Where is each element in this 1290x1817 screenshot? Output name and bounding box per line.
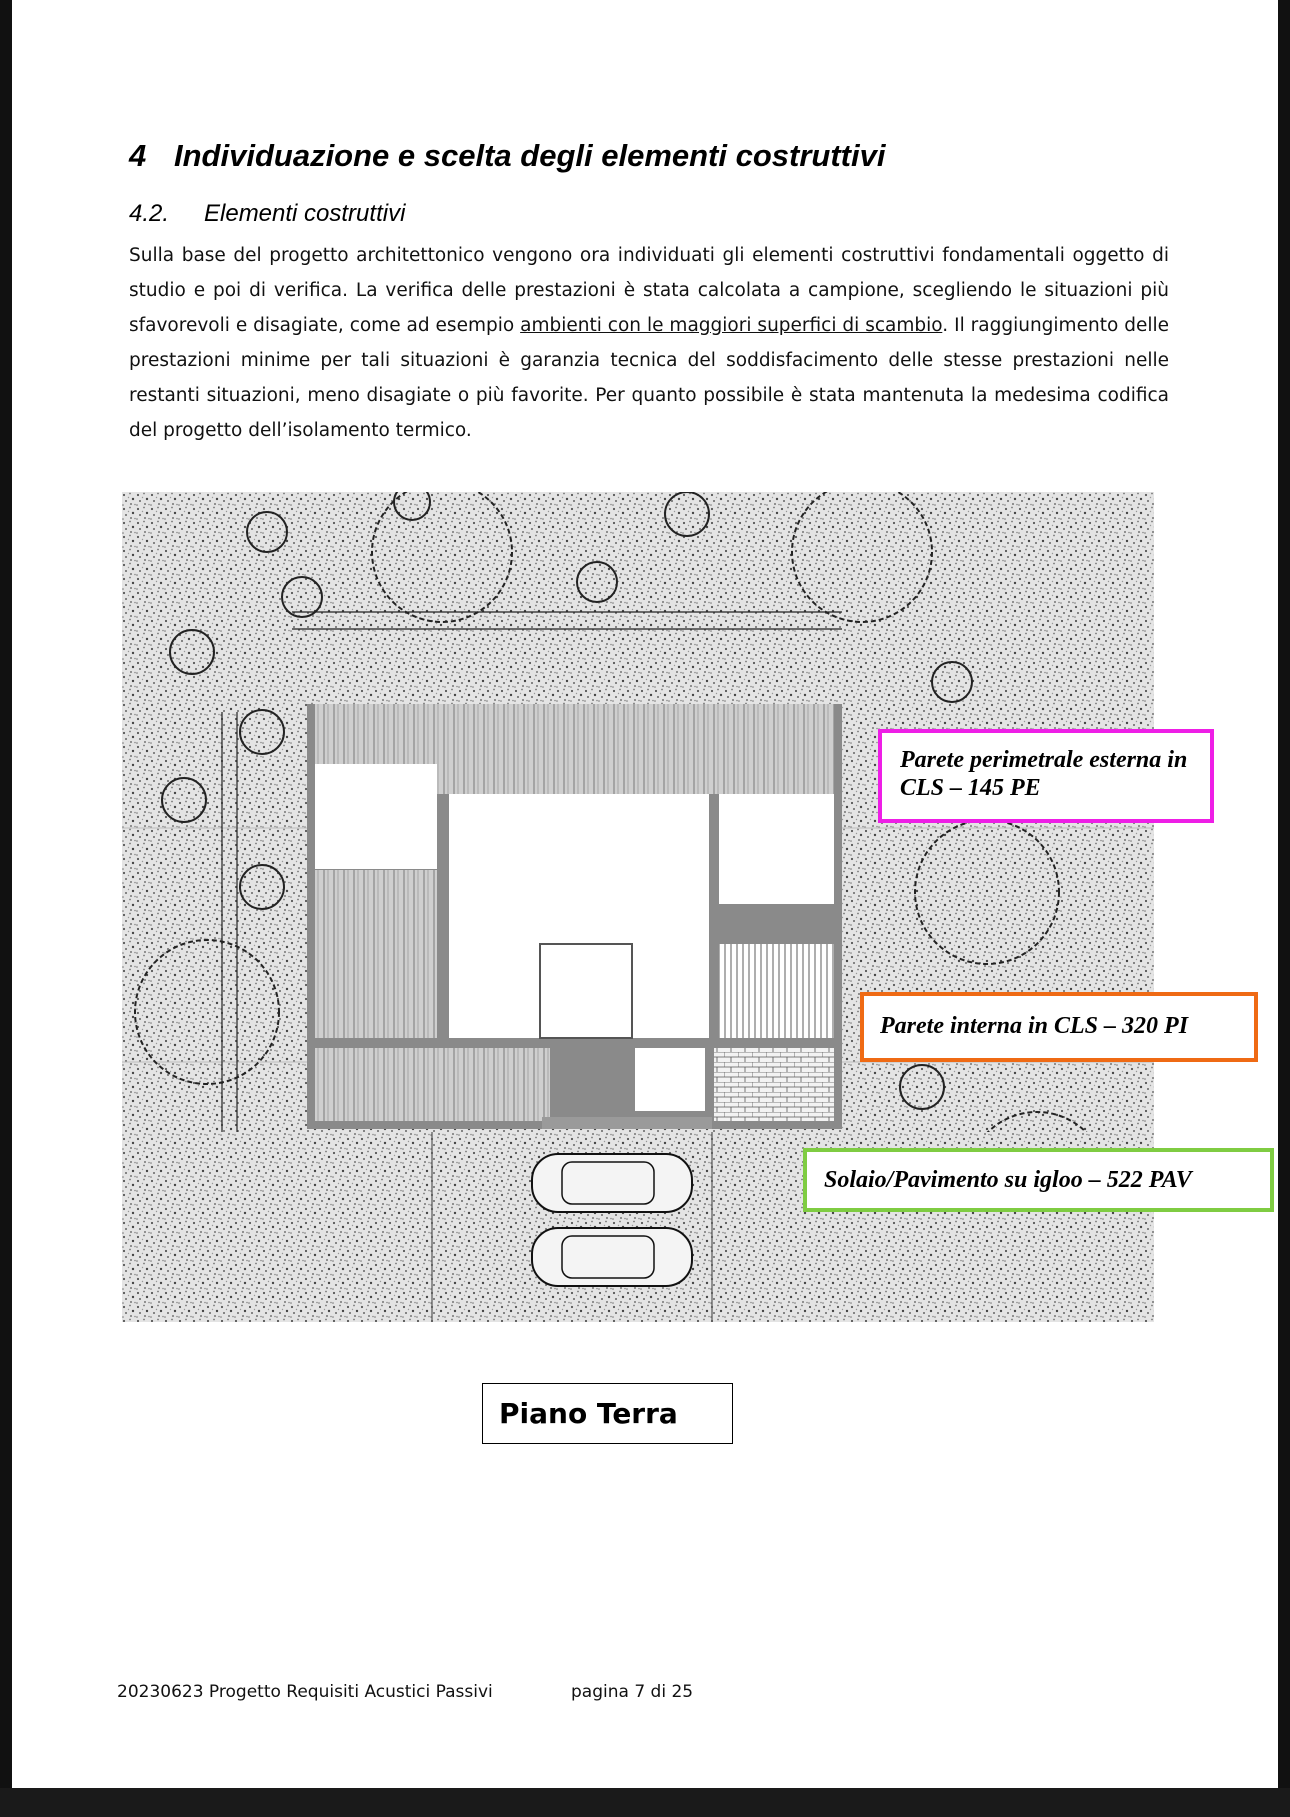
paragraph-part1: Sulla base del progetto architettonico vengono ora individuati gli elementi costruttivi fondamentali oggetto di studio e poi di verifica. La verifica delle prestazioni è stata calcolata a campione, scegliendo le situazioni più sfavorevoli e disagiate, come ad esempio	[129, 245, 1169, 336]
callout-internal-wall: Parete interna in CLS – 320 PI	[860, 992, 1258, 1062]
underlined-phrase: ambienti con le maggiori superfici di scambio	[520, 315, 943, 336]
callout-external-wall: Parete perimetrale esterna in CLS – 145 PE	[878, 729, 1214, 823]
section-title: Individuazione e scelta degli elementi costruttivi	[174, 138, 886, 173]
section-heading	[129, 138, 885, 174]
body-paragraph	[129, 238, 1169, 448]
callout-floor-slab: Solaio/Pavimento su igloo – 522 PAV	[803, 1148, 1274, 1212]
viewer-bottom-bar	[0, 1788, 1290, 1817]
figure-caption: Piano Terra	[482, 1383, 733, 1444]
subsection-title: Elementi costruttivi	[204, 200, 406, 227]
subsection-heading	[129, 200, 405, 228]
footer-document-title: 20230623 Progetto Requisiti Acustici Passivi	[117, 1682, 493, 1702]
subsection-number: 4.2.	[129, 200, 170, 227]
section-number: 4	[129, 138, 147, 173]
footer-page-number: pagina 7 di 25	[571, 1682, 694, 1702]
paragraph-part2: . Il raggiungimento delle prestazioni minime per tali situazioni è garanzia tecnica del soddisfacimento delle stesse prestazioni nelle restanti situazioni, meno disagiate o più favorite. Per quanto possibile è stata mantenuta la medesima codifica del progetto dell’isolamento termico.	[129, 315, 1169, 441]
